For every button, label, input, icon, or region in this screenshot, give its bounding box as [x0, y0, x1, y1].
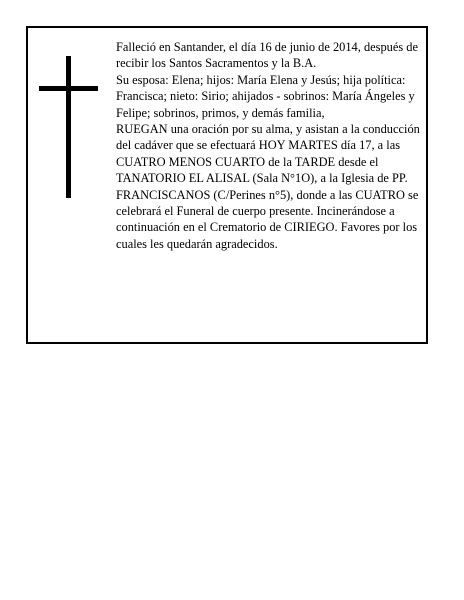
obituary-text [116, 39, 420, 252]
cross-horizontal-bar [39, 86, 98, 91]
obituary-notice [26, 26, 428, 344]
cross-vertical-bar [66, 56, 71, 198]
obituary-paragraph-family: Su esposa: Elena; hijos: María Elena y Jesús; hija política: Francisca; nieto: Sirio; ahijados - sobrinos: María Ángeles y Felipe; sobrinos, primos, y demás familia, [116, 72, 415, 120]
obituary-paragraph-ceremony: RUEGAN una oración por su alma, y asistan a la conducción del cadáver que se efectuará HOY MARTES día 17, a las CUATRO MENOS CUARTO de la TARDE desde el TANATORIO EL ALISAL (Sala N°1O), a la Iglesia de PP. FRANCISCANOS (C/Perines n°5), donde a las CUATRO se celebrará el Funeral de cuerpo presente. Incinerándose a continuación en el Crematorio de CIRIEGO. Favores por los cuales les quedarán agradecidos. [116, 122, 420, 251]
obituary-paragraph-death: Falleció en Santander, el día 16 de junio de 2014, después de recibir los Santos Sacramentos y la B.A. [116, 40, 418, 71]
